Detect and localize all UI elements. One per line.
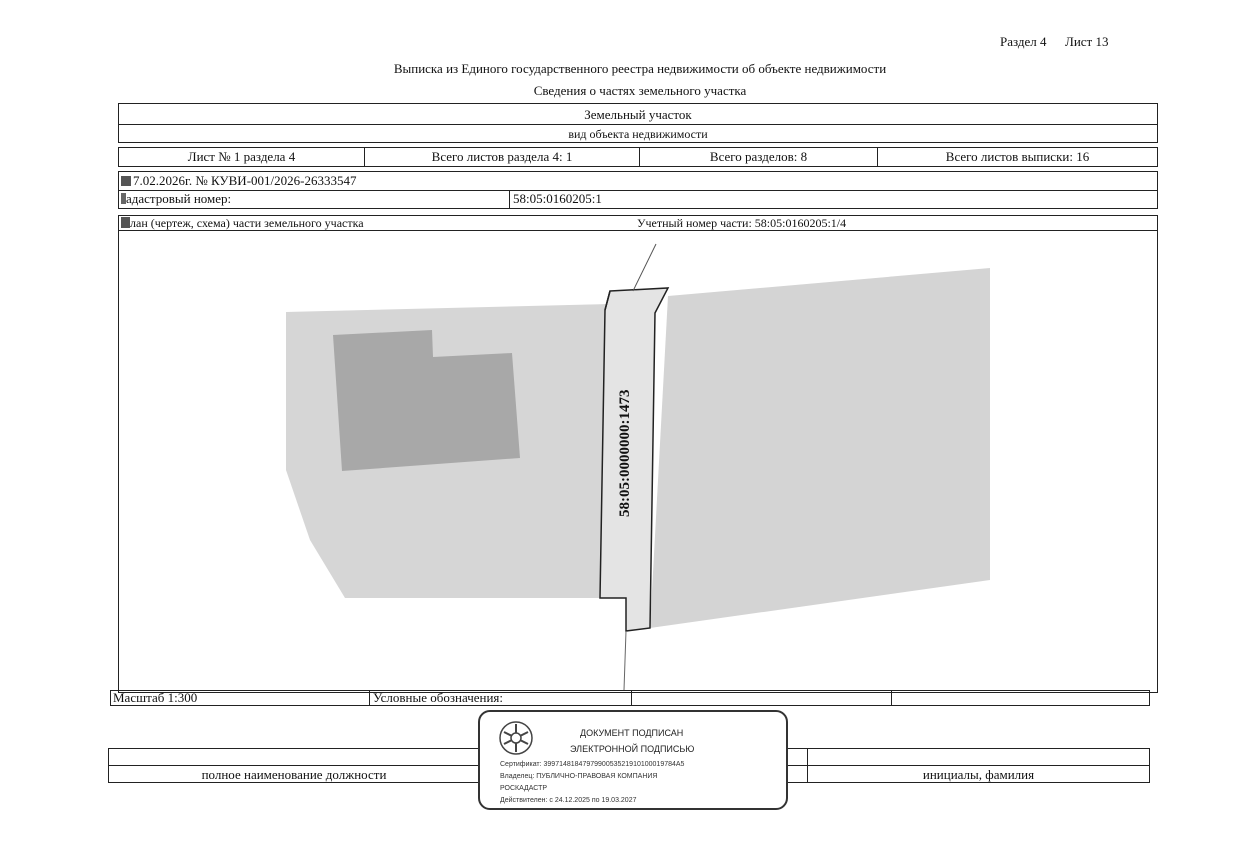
leader-line bbox=[633, 244, 656, 291]
stamp-valid: Действителен: с 24.12.2025 по 19.03.2027 bbox=[500, 797, 637, 804]
scale-label: Масштаб 1:300 bbox=[113, 690, 198, 705]
sheet-of-section: Лист № 1 раздела 4 bbox=[187, 149, 296, 164]
section-number: Раздел 4 bbox=[1000, 34, 1047, 49]
sheet-number: Лист 13 bbox=[1065, 34, 1109, 49]
stamp-line2: ЭЛЕКТРОННОЙ ПОДПИСЬЮ bbox=[570, 744, 695, 754]
total-sections: Всего разделов: 8 bbox=[709, 149, 808, 164]
strip-cadastral-label: 58:05:0000000:1473 bbox=[617, 389, 633, 517]
cadastral-label: адастровый номер: bbox=[121, 191, 231, 207]
cadastral-number: 58:05:0160205:1 bbox=[513, 191, 602, 206]
stamp-owner: Владелец: ПУБЛИЧНО-ПРАВОВАЯ КОМПАНИЯ bbox=[500, 773, 658, 780]
object-type: Земельный участок bbox=[584, 107, 692, 122]
scale-row bbox=[110, 690, 1150, 706]
plan-label: лан (чертеж, схема) части земельного участка bbox=[121, 215, 364, 231]
stamp-line1: ДОКУМЕНТ ПОДПИСАН bbox=[580, 728, 684, 738]
stamp-certificate: Сертификат: 3997148184797990053521910100019784А5 bbox=[500, 761, 685, 768]
land-plot-right bbox=[650, 268, 990, 628]
legend-label: Условные обозначения: bbox=[373, 690, 504, 705]
rosreestr-emblem-icon bbox=[498, 720, 534, 756]
object-type-caption: вид объекта недвижимости bbox=[568, 127, 708, 141]
stamp-owner2: РОСКАДАСТР bbox=[500, 785, 548, 792]
position-caption: полное наименование должности bbox=[201, 767, 387, 782]
total-extract-sheets: Всего листов выписки: 16 bbox=[945, 149, 1090, 164]
document-title: Выписка из Единого государственного реестра недвижимости об объекте недвижимости bbox=[393, 61, 887, 76]
name-caption: инициалы, фамилия bbox=[922, 767, 1035, 782]
date-number: 7.02.2026г. № КУВИ-001/2026-26333547 bbox=[121, 173, 356, 189]
part-number: Учетный номер части: 58:05:0160205:1/4 bbox=[637, 216, 847, 230]
total-section-sheets: Всего листов раздела 4: 1 bbox=[431, 149, 573, 164]
electronic-signature-stamp bbox=[478, 710, 788, 810]
document-subtitle: Сведения о частях земельного участка bbox=[533, 83, 747, 98]
leader-line-bottom bbox=[624, 631, 626, 690]
